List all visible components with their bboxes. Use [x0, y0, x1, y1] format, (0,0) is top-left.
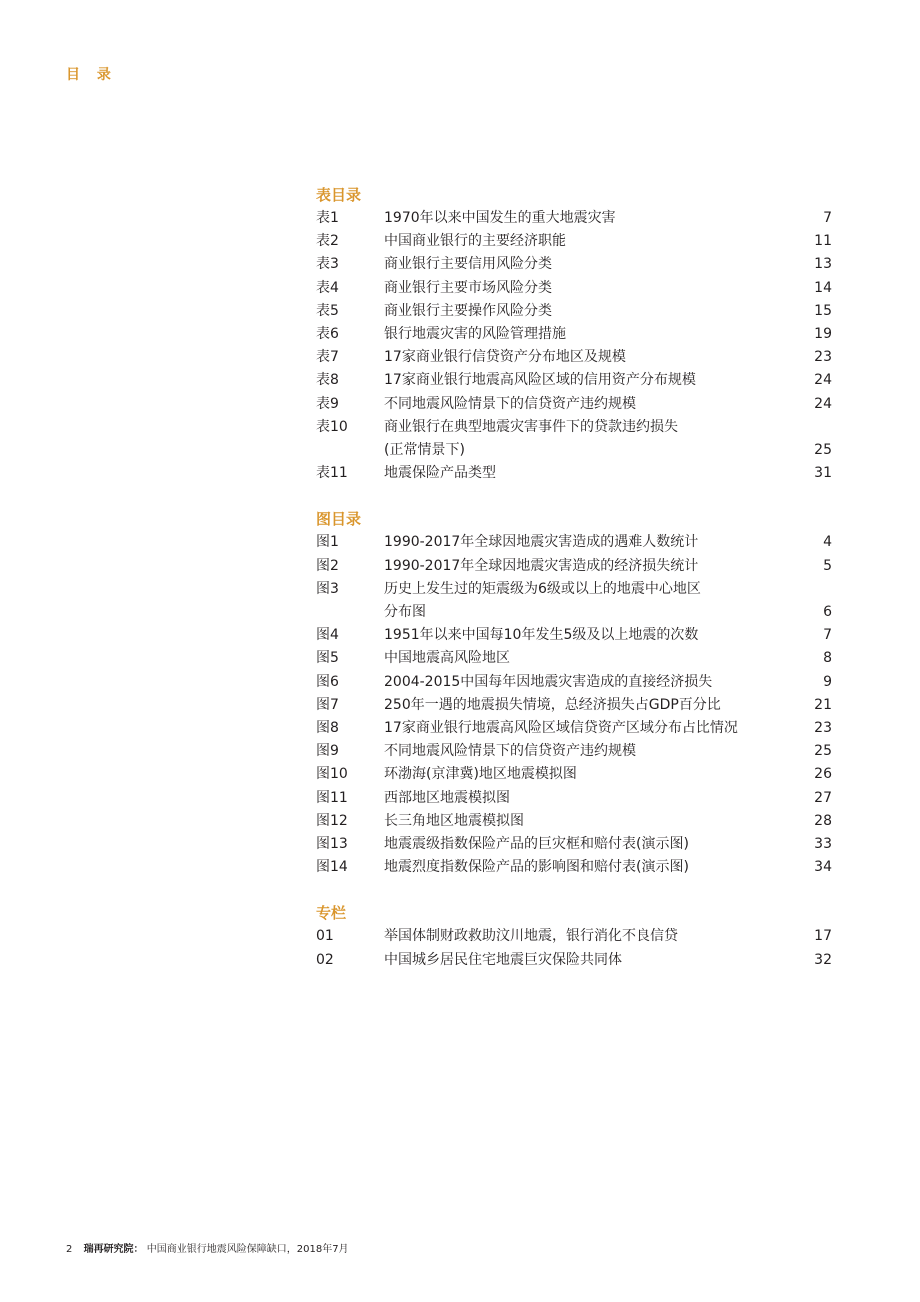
- entry-number: 图12: [316, 812, 348, 829]
- toc-entry[interactable]: [316, 717, 832, 740]
- entry-number: 图7: [316, 696, 339, 713]
- toc-entry[interactable]: [316, 393, 832, 416]
- entry-page-number: 24: [814, 395, 832, 412]
- toc-entry[interactable]: [316, 810, 832, 833]
- entry-page-number: 7: [823, 627, 832, 644]
- footer-brand: 瑞再研究院：: [83, 1244, 144, 1255]
- entry-page-number: 27: [814, 789, 832, 806]
- entry-title: 商业银行主要操作风险分类: [384, 302, 552, 319]
- entry-number: 表5: [316, 302, 339, 319]
- toc-section: [316, 184, 832, 485]
- entry-title: 1970年以来中国发生的重大地震灾害: [384, 210, 616, 226]
- entry-title: 1990-2017年全球因地震灾害造成的遇难人数统计: [384, 534, 699, 551]
- entry-title: 商业银行主要信用风险分类: [384, 256, 552, 273]
- entry-title: 17家商业银行地震高风险区域信贷资产区域分布占比情况: [384, 720, 738, 737]
- toc-entry[interactable]: [316, 787, 832, 810]
- entry-number: 图14: [316, 859, 348, 876]
- entry-number: 图4: [316, 627, 339, 644]
- entry-title: 地震烈度指数保险产品的影响图和赔付表(演示图): [384, 859, 689, 876]
- toc-entry[interactable]: [316, 207, 832, 230]
- entry-number: 表1: [316, 210, 339, 226]
- entry-title: 250年一遇的地震损失情境，总经济损失占GDP百分比: [384, 696, 721, 713]
- entry-page-number: 7: [823, 210, 832, 226]
- entry-page-number: 25: [814, 442, 832, 459]
- entry-page-number: 25: [814, 743, 832, 760]
- entry-page-number: 33: [814, 836, 832, 853]
- entry-title: 1990-2017年全球因地震灾害造成的经济损失统计: [384, 557, 699, 574]
- toc-entry[interactable]: [316, 462, 832, 485]
- toc-entry[interactable]: [316, 578, 832, 624]
- entry-page-number: 17: [814, 928, 832, 945]
- toc-entry[interactable]: [316, 740, 832, 763]
- entry-page-number: 11: [814, 233, 832, 250]
- page-header-label: 目 录: [66, 67, 117, 83]
- entry-title: 银行地震灾害的风险管理措施: [384, 326, 566, 343]
- entry-title: 中国地震高风险地区: [384, 650, 510, 667]
- entry-title: 不同地震风险情景下的信贷资产违约规模: [384, 395, 636, 412]
- entry-page-number: 8: [823, 650, 832, 667]
- toc-entry[interactable]: [316, 277, 832, 300]
- footer-text: 中国商业银行地震风险保障缺口，2018年7月: [146, 1244, 349, 1255]
- toc-entry[interactable]: [316, 763, 832, 786]
- entry-number: 图8: [316, 720, 339, 737]
- table-of-contents: [316, 184, 832, 995]
- entry-page-number: 21: [814, 696, 832, 713]
- entry-number: 表4: [316, 279, 339, 296]
- entry-number: 02: [316, 951, 334, 968]
- footer-page-number: 2: [66, 1244, 73, 1255]
- entry-page-number: 24: [814, 372, 832, 389]
- toc-entry[interactable]: [316, 624, 832, 647]
- entry-number: 图2: [316, 557, 339, 574]
- toc-entry[interactable]: [316, 346, 832, 369]
- entry-number: 图1: [316, 534, 339, 551]
- entry-number: 表3: [316, 256, 339, 273]
- entry-page-number: 14: [814, 279, 832, 296]
- entry-title: 地震震级指数保险产品的巨灾框和赔付表(演示图): [384, 836, 689, 853]
- entry-number: 01: [316, 928, 334, 945]
- entry-title: 商业银行在典型地震灾害事件下的贷款违约损失 (正常情景下): [384, 418, 678, 459]
- entry-number: 表8: [316, 372, 339, 389]
- toc-entry[interactable]: [316, 555, 832, 578]
- entry-title: 17家商业银行地震高风险区域的信用资产分布规模: [384, 372, 696, 389]
- entry-page-number: 28: [814, 812, 832, 829]
- entry-title: 2004-2015中国每年因地震灾害造成的直接经济损失: [384, 673, 713, 690]
- toc-entry[interactable]: [316, 416, 832, 462]
- toc-entry[interactable]: [316, 323, 832, 346]
- entry-number: 图13: [316, 836, 348, 853]
- toc-entry[interactable]: [316, 230, 832, 253]
- section-title: 表目录: [316, 186, 362, 204]
- entry-title: 17家商业银行信贷资产分布地区及规模: [384, 349, 626, 366]
- entry-page-number: 6: [823, 604, 832, 621]
- entry-title: 环渤海(京津冀)地区地震模拟图: [384, 766, 577, 783]
- entry-page-number: 23: [814, 349, 832, 366]
- toc-entry[interactable]: [316, 694, 832, 717]
- toc-entry[interactable]: [316, 671, 832, 694]
- entry-title: 历史上发生过的矩震级为6级或以上的地震中心地区 分布图: [384, 580, 701, 621]
- entry-title: 长三角地区地震模拟图: [384, 812, 524, 829]
- toc-entry[interactable]: [316, 949, 832, 972]
- entry-page-number: 34: [814, 859, 832, 876]
- entry-number: 表6: [316, 326, 339, 343]
- entry-number: 图11: [316, 789, 348, 806]
- toc-entry[interactable]: [316, 531, 832, 554]
- toc-entry[interactable]: [316, 925, 832, 948]
- entry-page-number: 13: [814, 256, 832, 273]
- entry-number: 表2: [316, 233, 339, 250]
- toc-entry[interactable]: [316, 369, 832, 392]
- entry-number: 图5: [316, 650, 339, 667]
- entry-number: 表7: [316, 349, 339, 366]
- entry-number: 表11: [316, 465, 348, 482]
- entry-title: 地震保险产品类型: [384, 465, 496, 482]
- entry-page-number: 15: [814, 302, 832, 319]
- page-footer: [66, 1240, 349, 1255]
- toc-entry[interactable]: [316, 300, 832, 323]
- entry-page-number: 5: [823, 557, 832, 574]
- toc-entry[interactable]: [316, 253, 832, 276]
- toc-entry[interactable]: [316, 833, 832, 856]
- toc-section: [316, 508, 832, 879]
- entry-title: 中国商业银行的主要经济职能: [384, 233, 566, 250]
- entry-title: 1951年以来中国每10年发生5级及以上地震的次数: [384, 627, 699, 644]
- entry-title: 举国体制财政救助汶川地震，银行消化不良信贷: [384, 928, 678, 945]
- toc-entry[interactable]: [316, 856, 832, 879]
- entry-page-number: 19: [814, 326, 832, 343]
- entry-page-number: 32: [814, 951, 832, 968]
- toc-section: [316, 902, 832, 971]
- entry-page-number: 9: [823, 673, 832, 690]
- section-title: 图目录: [316, 510, 362, 529]
- entry-title: 中国城乡居民住宅地震巨灾保险共同体: [384, 951, 622, 968]
- section-title: 专栏: [316, 904, 347, 923]
- entry-title: 不同地震风险情景下的信贷资产违约规模: [384, 743, 636, 760]
- entry-page-number: 23: [814, 720, 832, 737]
- entry-number: 图10: [316, 766, 348, 783]
- entry-page-number: 26: [814, 766, 832, 783]
- entry-number: 表9: [316, 395, 339, 412]
- entry-number: 表10: [316, 418, 348, 435]
- toc-entry[interactable]: [316, 647, 832, 670]
- entry-number: 图6: [316, 673, 339, 690]
- entry-title: 西部地区地震模拟图: [384, 789, 510, 806]
- entry-number: 图9: [316, 743, 339, 760]
- entry-number: 图3: [316, 580, 339, 597]
- entry-title: 商业银行主要市场风险分类: [384, 279, 552, 296]
- entry-page-number: 4: [823, 534, 832, 551]
- entry-page-number: 31: [814, 465, 832, 482]
